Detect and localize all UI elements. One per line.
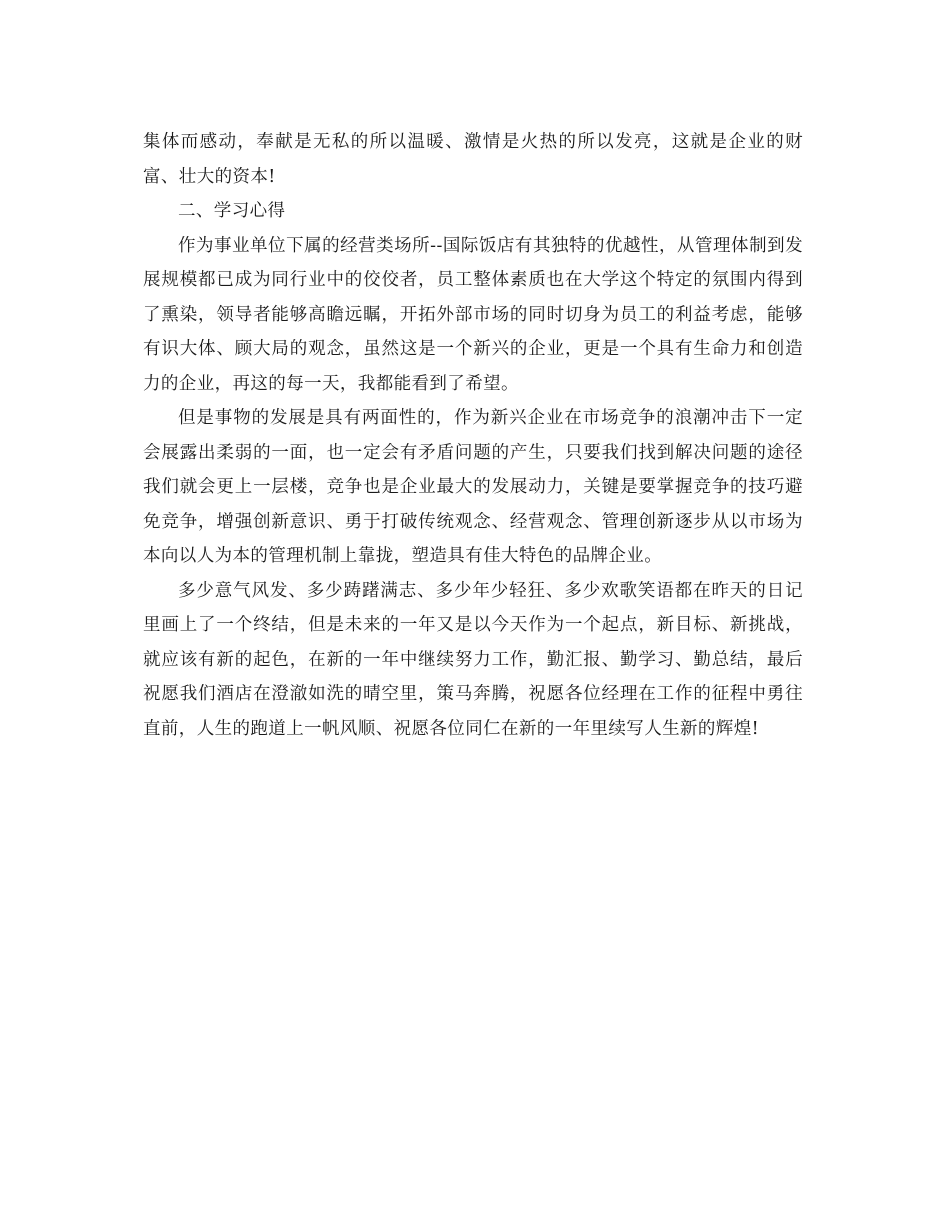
paragraph: 作为事业单位下属的经营类场所--国际饭店有其独特的优越性，从管理体制到发展规模都已成为同行业中的佼佼者，员工整体素质也在大学这个特定的氛围内得到了熏染，领导者能够高瞻远瞩，开拓外部市场的同时切身为员工的利益考虑，能够有识大体、顾大局的观念，虽然这是一个新兴的企业，更是一个具有生命力和创造力的企业，再这的每一天，我都能看到了希望。 — [143, 235, 803, 394]
document-body — [143, 125, 803, 746]
paragraph-continuation: 集体而感动，奉献是无私的所以温暖、激情是火热的所以发亮，这就是企业的财富、壮大的资本! — [143, 132, 803, 187]
paragraph: 但是事物的发展是具有两面性的，作为新兴企业在市场竞争的浪潮冲击下一定会展露出柔弱的一面，也一定会有矛盾问题的产生，只要我们找到解决问题的途径我们就会更上一层楼，竞争也是企业最大的发展动力，关键是要掌握竞争的技巧避免竞争，增强创新意识、勇于打破传统观念、经营观念、管理创新逐步从以市场为本向以人为本的管理机制上靠拢，塑造具有佳大特色的品牌企业。 — [143, 408, 803, 566]
paragraph: 多少意气风发、多少踌躇满志、多少年少轻狂、多少欢歌笑语都在昨天的日记里画上了一个终结，但是未来的一年又是以今天作为一个起点，新目标、新挑战，就应该有新的起色，在新的一年中继续努力工作，勤汇报、勤学习、勤总结，最后祝愿我们酒店在澄澈如洗的晴空里，策马奔腾，祝愿各位经理在工作的征程中勇往直前，人生的跑道上一帆风顺、祝愿各位同仁在新的一年里续写人生新的辉煌! — [143, 580, 803, 739]
section-heading: 二、学习心得 — [178, 201, 286, 221]
